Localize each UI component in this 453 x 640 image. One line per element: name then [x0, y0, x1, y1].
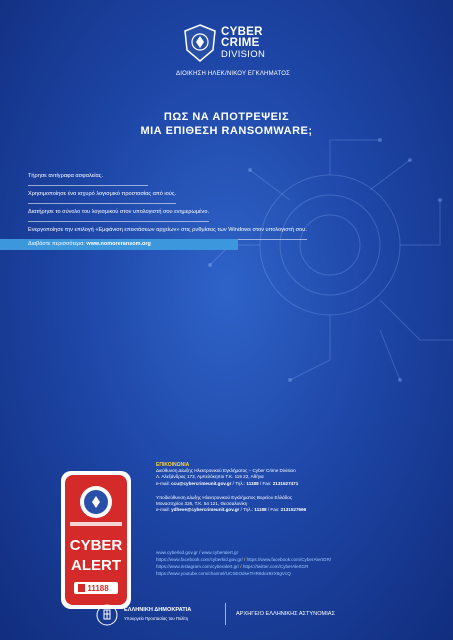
headline-line-1: ΠΩΣ ΝΑ ΑΠΟΤΡΕΨΕΙΣ [163, 111, 290, 123]
read-more-band [0, 239, 238, 250]
link-twitter[interactable]: https://twitter.com/CyberAlertGR [242, 564, 309, 569]
link-cyberkid[interactable]: www.cyberkid.gov.gr [156, 550, 198, 555]
contact-line: e-mail: ccu@cybercrimeunit.gov.gr / Τηλ.: 11188 / Fax: 2131527471 [156, 480, 299, 486]
contact-line: Διεύθυνση Δίωξης Ηλεκτρονικού Εγκλήματος – Cyber Crime Division [156, 468, 296, 474]
app-line-2: ALERT [71, 557, 121, 574]
app-line-1: CYBER [69, 537, 123, 554]
contact-block-athens [156, 468, 446, 487]
footer-police: ΑΡΧΗΓΕΙΟ ΕΛΛΗΝΙΚΗΣ ΑΣΤΥΝΟΜΙΑΣ [236, 611, 335, 617]
tip-item: Χρησιμοποίησε ένα ισχυρό λογισμικό προστασίας από ιούς. [28, 188, 176, 204]
logo-line-2: CRIME [221, 36, 260, 49]
footer-gov: ΕΛΛΗΝΙΚΗ ΔΗΜΟΚΡΑΤΙΑ [124, 607, 192, 613]
contact-line: Μοναστηρίου 326, Τ.Κ. 54 121, Θεσσαλονίκη [156, 501, 248, 507]
contact-block-thessaloniki [156, 495, 446, 514]
tips-list [28, 170, 408, 242]
headline [0, 110, 453, 138]
link-facebook-cyberalert[interactable]: https://www.facebook.com/CyberAlertGR/ [246, 557, 332, 562]
cyber-alert-app-icon [60, 470, 132, 610]
headline-line-2: ΜΙΑ ΕΠΙΘΕΣΗ RANSOMWARE; [140, 125, 313, 137]
app-phone: 11188 [87, 584, 109, 593]
logo-line-3: DIVISION [221, 48, 266, 60]
police-badge-icon [183, 24, 217, 62]
link-cyberalert[interactable]: www.cyberalert.gr [201, 550, 239, 555]
tip-item: Ενεργοποίησε την επιλογή «Εμφάνιση επεκτάσεων αρχείων» στις ρυθμίσεις των Windows στον υπολογιστή σου. [28, 224, 307, 240]
email-link[interactable]: ydheve@cybercrimeunit.gov.gr [171, 507, 240, 513]
footer-ministry: Υπουργείο Προστασίας του Πολίτη [124, 616, 189, 621]
tip-item: Τήρησε αντίγραφα ασφαλείας. [28, 170, 148, 186]
contact-section [156, 462, 446, 521]
contact-line: Υποδιεύθυνση Δίωξης Ηλεκτρονικού Εγκλήματος Βορείου Ελλάδος [156, 494, 293, 500]
cyber-crime-logo [183, 24, 265, 62]
link-facebook-cyberkid[interactable]: https://www.facebook.com/cyberkid.gov.gr/ [156, 557, 243, 562]
logo-subtitle: ΔΙΟΙΚΗΣΗ ΗΛΕΚ/ΝΙΚΟΥ ΕΓΚΛΗΜΑΤΟΣ [176, 71, 291, 77]
greek-emblem-icon [96, 604, 118, 626]
phone-icon [78, 584, 85, 592]
links-list: www.cyberkid.gov.gr / www.cyberalert.gr https://www.facebook.com/cyberkid.gov.gr/ / https://www.facebook.com/CyberAlertGR/ https://www.instagram.com/cyberalert.gr/ / https://twitter.com/CyberAlertGR https://www.youtube.com/channel/UCSEOdseTHR8doz8zX8gVcQ [156, 550, 332, 576]
read-more-label: Διαβάστε περισσότερα: [28, 241, 85, 247]
read-more-link[interactable]: www.nomoreransom.org [86, 241, 151, 247]
logo-line-1: CYBER [221, 25, 263, 38]
contact-line: e-mail: ydheve@cybercrimeunit.gov.gr / Τηλ.: 11188 / Fax: 2131527666 [156, 507, 307, 513]
tip-item: Διατήρησε το σύνολο του λογισμικού στον υπολογιστή σου ενημερωμένο. [28, 206, 209, 222]
contact-heading: ΕΠΙΚΟΙΝΩΝΙΑ [156, 462, 190, 468]
link-youtube[interactable]: https://www.youtube.com/channel/UCSEOdseTHR8doz8zX8gVcQ [156, 571, 291, 576]
footer-divider [225, 603, 226, 625]
email-link[interactable]: ccu@cybercrimeunit.gov.gr [171, 480, 232, 486]
link-instagram[interactable]: https://www.instagram.com/cyberalert.gr/ [156, 564, 239, 569]
contact-line: Λ. Αλεξάνδρας 173, Αμπελόκηποι Τ.Κ. 115 22, Αθήνα [156, 474, 264, 480]
